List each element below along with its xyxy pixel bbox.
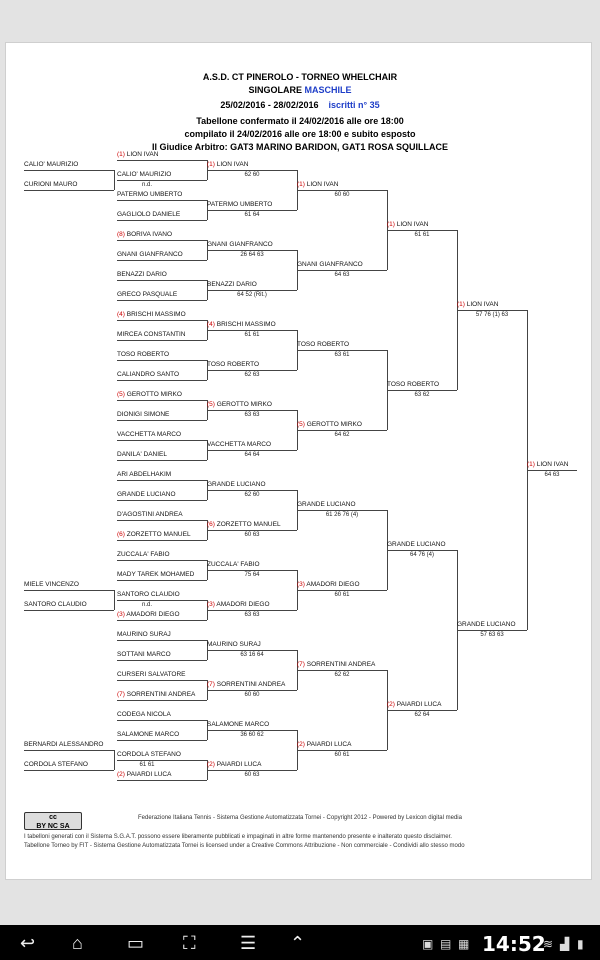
r1-player bbox=[117, 170, 207, 181]
r1-player bbox=[117, 710, 207, 721]
player-name: BENAZZI DARIO bbox=[207, 281, 257, 288]
seed-number: (6) bbox=[207, 521, 215, 528]
match-score: 64 63 bbox=[334, 272, 350, 278]
match-score: 63 62 bbox=[414, 392, 430, 398]
player-name: GRECO PASQUALE bbox=[117, 291, 178, 298]
bracket-connector bbox=[114, 170, 115, 190]
seed-number: (4) bbox=[117, 311, 125, 318]
match-score: 61 26 76 (4) bbox=[325, 512, 359, 518]
prelim-player bbox=[24, 740, 114, 751]
player-name: GAGLIOLO DANIELE bbox=[117, 211, 181, 218]
seed-number: (7) bbox=[297, 661, 305, 668]
match-score: n.d. bbox=[141, 602, 152, 608]
seed-number: (6) bbox=[117, 531, 125, 538]
r1-player bbox=[117, 570, 207, 581]
r2-player bbox=[207, 360, 297, 371]
player-name: LION IVAN bbox=[396, 221, 429, 228]
r1-player bbox=[117, 190, 207, 201]
seed-number: (1) bbox=[457, 301, 465, 308]
r1-player bbox=[117, 650, 207, 661]
player-name: GNANI GIANFRANCO bbox=[207, 241, 273, 248]
seed-number: (2) bbox=[387, 701, 395, 708]
player-name: GRANDE LUCIANO bbox=[207, 481, 266, 488]
image-icon: ▤ bbox=[440, 937, 452, 951]
r4-player bbox=[387, 700, 457, 711]
footer-disclaimer: I tabelloni generati con il Sistema S.G.A.T. possono essere liberamente pubblicati e impaginati in altre forme mantenendo presente e inalterato questo disclaimer. bbox=[24, 834, 452, 840]
r4-player bbox=[387, 540, 457, 551]
status-clock: 14:52 bbox=[482, 932, 546, 956]
r2-player bbox=[207, 560, 297, 571]
player-name: CALIO' MAURIZIO bbox=[117, 171, 172, 178]
player-name: D'AGOSTINI ANDREA bbox=[117, 511, 183, 518]
r2-player bbox=[207, 600, 297, 611]
r1-player bbox=[117, 350, 207, 361]
back-icon[interactable]: ↩ bbox=[20, 933, 36, 953]
player-name: VACCHETTA MARCO bbox=[117, 431, 182, 438]
player-name: PAIARDI LUCA bbox=[216, 761, 262, 768]
match-score: 60 63 bbox=[244, 772, 260, 778]
match-score: 61 61 bbox=[414, 232, 430, 238]
player-name: SORRENTINI ANDREA bbox=[306, 661, 376, 668]
player-name: ZORZETTO MANUEL bbox=[216, 521, 281, 528]
player-name: ZORZETTO MANUEL bbox=[126, 531, 191, 538]
battery-icon: ▮ bbox=[577, 937, 584, 951]
player-name: MIELE VINCENZO bbox=[24, 581, 79, 588]
player-name: PAIARDI LUCA bbox=[396, 701, 442, 708]
player-name: DIONIGI SIMONE bbox=[117, 411, 170, 418]
seed-number: (2) bbox=[297, 741, 305, 748]
signal-icon: ▟ bbox=[560, 937, 570, 951]
player-name: CURIONI MAURO bbox=[24, 181, 78, 188]
seed-number: (5) bbox=[207, 401, 215, 408]
seed-number: (7) bbox=[207, 681, 215, 688]
seed-number: (1) bbox=[527, 461, 535, 468]
seed-number: (4) bbox=[207, 321, 215, 328]
player-name: ZUCCALA' FABIO bbox=[117, 551, 170, 558]
seed-number: (3) bbox=[117, 611, 125, 618]
r1-player bbox=[117, 490, 207, 501]
seed-number: (3) bbox=[207, 601, 215, 608]
r3-player bbox=[297, 340, 387, 351]
r1-player bbox=[117, 150, 207, 161]
r1-player bbox=[117, 270, 207, 281]
r1-player bbox=[117, 230, 207, 241]
player-name: MAURINO SURAJ bbox=[117, 631, 171, 638]
r5-player bbox=[457, 620, 527, 631]
player-name: LION IVAN bbox=[536, 461, 569, 468]
match-score: 64 62 bbox=[334, 432, 350, 438]
r1-player bbox=[117, 410, 207, 421]
player-name: TOSO ROBERTO bbox=[207, 361, 260, 368]
final-score: 64 63 bbox=[544, 472, 560, 478]
player-name: GEROTTO MIRKO bbox=[306, 421, 362, 428]
r1-player bbox=[117, 510, 207, 521]
match-score: 64 52 (Rit.) bbox=[237, 292, 267, 298]
player-name: GEROTTO MIRKO bbox=[216, 401, 272, 408]
r1-player bbox=[117, 530, 207, 541]
player-name: TOSO ROBERTO bbox=[387, 381, 440, 388]
player-name: VACCHETTA MARCO bbox=[207, 441, 272, 448]
match-score: 61 64 bbox=[244, 212, 260, 218]
r1-player bbox=[117, 690, 207, 701]
champion bbox=[527, 460, 577, 471]
player-name: AMADORI DIEGO bbox=[306, 581, 360, 588]
footer-copyright: Federazione Italiana Tennis - Sistema Gestione Automatizzata Tornei - Copyright 2012 - Powered by Lexicon digital media bbox=[138, 815, 462, 821]
screenshot-icon[interactable]: ⛶ bbox=[183, 933, 196, 953]
chevron-up-icon[interactable]: ⌃ bbox=[290, 933, 306, 953]
r3-player bbox=[297, 500, 387, 511]
r4-player bbox=[387, 220, 457, 231]
player-name: PATERMO UMBERTO bbox=[207, 201, 273, 208]
r1-player bbox=[117, 750, 207, 761]
seed-number: (1) bbox=[297, 181, 305, 188]
match-score: 60 60 bbox=[334, 192, 350, 198]
match-score: 62 64 bbox=[414, 712, 430, 718]
match-score: 61 61 bbox=[139, 762, 155, 768]
player-name: AMADORI DIEGO bbox=[126, 611, 180, 618]
player-name: GNANI GIANFRANCO bbox=[117, 251, 183, 258]
r1-player bbox=[117, 250, 207, 261]
bracket-connector bbox=[114, 750, 115, 770]
player-name: MADY TAREK MOHAMED bbox=[117, 571, 195, 578]
r3-player bbox=[297, 260, 387, 271]
player-name: TOSO ROBERTO bbox=[117, 351, 170, 358]
match-score: 60 60 bbox=[244, 692, 260, 698]
r2-player bbox=[207, 520, 297, 531]
match-score: 62 60 bbox=[244, 492, 260, 498]
r1-player bbox=[117, 210, 207, 221]
match-score: 64 76 (4) bbox=[409, 552, 434, 558]
r3-player bbox=[297, 660, 387, 671]
r5-player bbox=[457, 300, 527, 311]
picture-icon: ▦ bbox=[458, 937, 470, 951]
player-name: SOTTANI MARCO bbox=[117, 651, 171, 658]
player-name: GRANDE LUCIANO bbox=[297, 501, 356, 508]
r1-player bbox=[117, 450, 207, 461]
r2-player bbox=[207, 160, 297, 171]
seed-number: (3) bbox=[297, 581, 305, 588]
recent-apps-icon[interactable]: ▭ bbox=[127, 933, 145, 953]
r1-player bbox=[117, 610, 207, 621]
player-name: SORRENTINI ANDREA bbox=[126, 691, 196, 698]
event-title: SINGOLARE MASCHILE bbox=[248, 85, 352, 95]
creative-commons-logo: cc BY NC SA bbox=[24, 812, 82, 830]
r1-player bbox=[117, 430, 207, 441]
r4-player bbox=[387, 380, 457, 391]
match-score: n.d. bbox=[141, 182, 152, 188]
r2-player bbox=[207, 760, 297, 771]
r2-player bbox=[207, 680, 297, 691]
player-name: ARI ABDELHAKIM bbox=[117, 471, 172, 478]
prelim-player bbox=[24, 760, 114, 771]
match-score: 57 63 63 bbox=[480, 632, 504, 638]
player-name: MIRCEA CONSTANTIN bbox=[117, 331, 186, 338]
player-name: PAIARDI LUCA bbox=[306, 741, 352, 748]
r1-player bbox=[117, 630, 207, 641]
player-name: BRISCHI MASSIMO bbox=[126, 311, 186, 318]
r3-player bbox=[297, 740, 387, 751]
player-name: TOSO ROBERTO bbox=[297, 341, 350, 348]
r3-player bbox=[297, 180, 387, 191]
player-name: LION IVAN bbox=[306, 181, 339, 188]
player-name: AMADORI DIEGO bbox=[216, 601, 270, 608]
confirmed-line: Tabellone confermato il 24/02/2016 alle ore 18:00 bbox=[196, 116, 404, 126]
r1-player bbox=[117, 590, 207, 601]
player-name: PATERMO UMBERTO bbox=[117, 191, 183, 198]
player-name: CORDOLA STEFANO bbox=[24, 761, 88, 768]
player-name: SANTORO CLAUDIO bbox=[117, 591, 180, 598]
gallery-icon: ▣ bbox=[422, 937, 434, 951]
player-name: GRANDE LUCIANO bbox=[387, 541, 446, 548]
player-name: CALIANDRO SANTO bbox=[117, 371, 180, 378]
player-name: LION IVAN bbox=[216, 161, 249, 168]
r1-player bbox=[117, 310, 207, 321]
home-icon[interactable]: ⌂ bbox=[72, 933, 83, 953]
player-name: MAURINO SURAJ bbox=[207, 641, 261, 648]
match-score: 63 63 bbox=[244, 612, 260, 618]
r2-player bbox=[207, 280, 297, 291]
player-name: ZUCCALA' FABIO bbox=[207, 561, 260, 568]
match-score: 36 60 62 bbox=[240, 732, 264, 738]
player-name: GNANI GIANFRANCO bbox=[297, 261, 363, 268]
referee-line: Il Giudice Arbitro: GAT3 MARINO BARIDON, GAT1 ROSA SQUILLACE bbox=[151, 142, 448, 152]
match-score: 63 63 bbox=[244, 412, 260, 418]
match-score: 64 64 bbox=[244, 452, 260, 458]
player-name: SALAMONE MARCO bbox=[207, 721, 270, 728]
seed-number: (1) bbox=[387, 221, 395, 228]
match-score: 62 62 bbox=[334, 672, 350, 678]
r2-player bbox=[207, 320, 297, 331]
player-name: SORRENTINI ANDREA bbox=[216, 681, 286, 688]
seed-number: (5) bbox=[297, 421, 305, 428]
player-name: GRANDE LUCIANO bbox=[117, 491, 176, 498]
player-name: CORDOLA STEFANO bbox=[117, 751, 181, 758]
prelim-player bbox=[24, 600, 114, 611]
player-name: SALAMONE MARCO bbox=[117, 731, 180, 738]
prelim-player bbox=[24, 160, 114, 171]
match-score: 26 64 63 bbox=[240, 252, 264, 258]
r1-player bbox=[117, 290, 207, 301]
match-score: 63 61 bbox=[334, 352, 350, 358]
player-name: BRISCHI MASSIMO bbox=[216, 321, 276, 328]
seed-number: (7) bbox=[117, 691, 125, 698]
match-score: 61 61 bbox=[244, 332, 260, 338]
r2-player bbox=[207, 400, 297, 411]
prelim-player bbox=[24, 580, 114, 591]
r1-player bbox=[117, 470, 207, 481]
r1-player bbox=[117, 670, 207, 681]
match-score: 62 63 bbox=[244, 372, 260, 378]
player-name: SANTORO CLAUDIO bbox=[24, 601, 87, 608]
footer-license: Tabellone Torneo by FIT - Sistema Gestione Automatizzata Tornei is licensed under a Creative Commons Attribuzione - Non commerciale - Condividi allo stesso modo bbox=[24, 843, 465, 849]
player-name: CODEGA NICOLA bbox=[117, 711, 171, 718]
r3-player bbox=[297, 420, 387, 431]
compiled-line: compilato il 24/02/2016 alle ore 18:00 e subito esposto bbox=[184, 129, 416, 139]
r2-player bbox=[207, 200, 297, 211]
r1-player bbox=[117, 390, 207, 401]
tournament-title: A.S.D. CT PINEROLO - TORNEO WHELCHAIR bbox=[202, 72, 398, 82]
match-score: 60 61 bbox=[334, 752, 350, 758]
player-name: CURSERI SALVATORE bbox=[117, 671, 186, 678]
dates-line: 25/02/2016 - 28/02/2016 iscritti n° 35 bbox=[220, 100, 380, 110]
r1-player bbox=[117, 730, 207, 741]
match-score: 57 76 (1) 63 bbox=[475, 312, 509, 318]
r3-player bbox=[297, 580, 387, 591]
player-name: CALIO' MAURIZIO bbox=[24, 161, 79, 168]
player-name: GRANDE LUCIANO bbox=[457, 621, 516, 628]
player-name: BORIVA IVANO bbox=[126, 231, 173, 238]
r2-player bbox=[207, 480, 297, 491]
player-name: GEROTTO MIRKO bbox=[126, 391, 182, 398]
match-score: 63 16 64 bbox=[240, 652, 264, 658]
r2-player bbox=[207, 720, 297, 731]
wifi-icon: ≋ bbox=[543, 937, 554, 951]
match-score: 60 63 bbox=[244, 532, 260, 538]
player-name: BERNARDI ALESSANDRO bbox=[24, 741, 104, 748]
player-name: BENAZZI DARIO bbox=[117, 271, 167, 278]
bracket-connector bbox=[114, 590, 115, 610]
r2-player bbox=[207, 640, 297, 651]
r1-player bbox=[117, 550, 207, 561]
seed-number: (1) bbox=[117, 151, 125, 158]
seed-number: (5) bbox=[117, 391, 125, 398]
r1-player bbox=[117, 370, 207, 381]
player-name: PAIARDI LUCA bbox=[126, 771, 172, 778]
player-name: LION IVAN bbox=[126, 151, 159, 158]
seed-number: (2) bbox=[207, 761, 215, 768]
menu-icon[interactable]: ☰ bbox=[240, 933, 257, 953]
match-score: 75 64 bbox=[244, 572, 260, 578]
seed-number: (8) bbox=[117, 231, 125, 238]
r2-player bbox=[207, 240, 297, 251]
player-name: LION IVAN bbox=[466, 301, 499, 308]
r1-player bbox=[117, 330, 207, 341]
match-score: 62 60 bbox=[244, 172, 260, 178]
seed-number: (2) bbox=[117, 771, 125, 778]
match-score: 60 61 bbox=[334, 592, 350, 598]
seed-number: (1) bbox=[207, 161, 215, 168]
r1-player bbox=[117, 770, 207, 781]
r2-player bbox=[207, 440, 297, 451]
player-name: DANILA' DANIEL bbox=[117, 451, 168, 458]
prelim-player bbox=[24, 180, 114, 191]
